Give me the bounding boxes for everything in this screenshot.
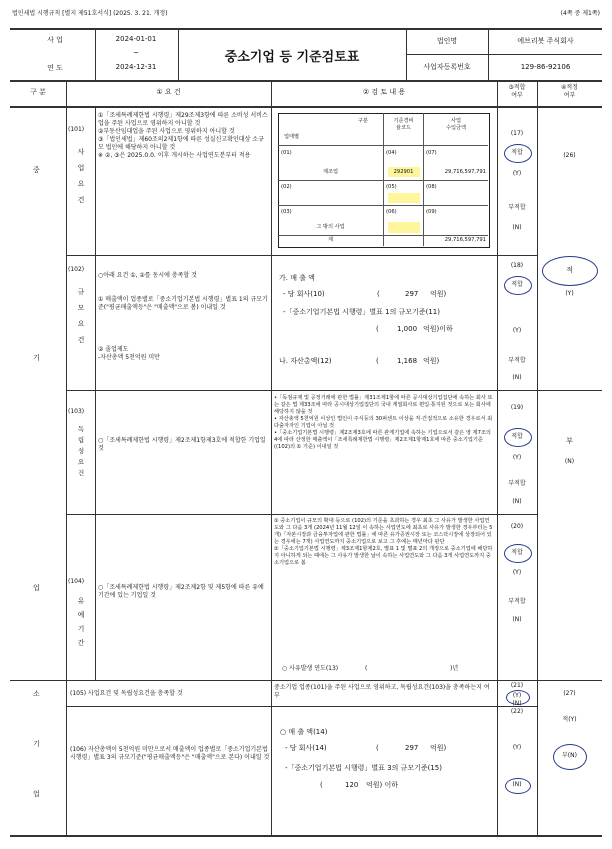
r106-std-amount: 120 — [345, 781, 359, 789]
r104-unfit-n: (N) — [512, 616, 522, 623]
r106-y[interactable]: (Y) — [512, 744, 522, 751]
r102-code: (102) — [68, 266, 85, 273]
r103-code: (103) — [68, 408, 85, 415]
tbl-n07: (07) — [426, 150, 437, 156]
tbl-n01: (01) — [281, 150, 292, 156]
r104-code: (104) — [68, 578, 85, 585]
r102-unfit[interactable]: 부적합 — [508, 357, 526, 364]
year-label: 연 도 — [47, 64, 63, 72]
group-small-2: 기 — [33, 740, 40, 748]
r106-sales-label: ○ 매 출 액(14) — [280, 728, 328, 736]
r101-code: (101) — [68, 126, 85, 133]
col-fit4: ④적정 여부 — [561, 84, 578, 99]
r103-review: •「독점규제 및 공정거래에 관한 법률」제31조제1항에 따른 공시대상기업집단에 속하는 회사 또는 같은 법 제33조에 따라 공시대상기업집단의 국내 계열회사로 편입·통지된 것으로 보는 회사에 해당하지 않을 것 • 자산총액 5천억원 이상인 법인이 주식등의 30퍼센트 이상을 직·간접적으로 소유한 경우로서 최다출자자인 기업이 아닐 것 •「중소기업기본법 시행령」제2조제3호에 따른 관계기업에 속하는 기업으로서 같은 영 제7조의4에 따라 산정한 매출액이「조세특례제한법 시행령」제2조제1항제1호에 따른 중소기업기준((102)의 ① 기준) 이내일 것 — [274, 395, 493, 450]
r106-fit4-b[interactable]: 부(N) — [562, 752, 577, 759]
r104-requirement: ○「조세특례제한법 시행령」제2조제2항 및 제5항에 따른 유예기간에 있는 기업일 것 — [98, 584, 264, 599]
r104-fit-y: (Y) — [512, 569, 522, 576]
biz-no: 129-86-92106 — [520, 63, 571, 71]
r103-requirement: ○「조세특례제한법 시행령」제2조제1항제3호에 적합한 기업일 것 — [98, 437, 266, 452]
r106-unit1: 억원) — [430, 744, 447, 752]
period-end: 2024-12-31 — [115, 63, 157, 71]
r102-name: 규 모 요 건 — [77, 288, 85, 344]
tbl-row1-name: 제조업 — [322, 169, 339, 175]
r101-fit4: (26) — [563, 152, 576, 159]
r103-unfit-n: (N) — [512, 498, 522, 505]
group-sme-3: 업 — [33, 584, 40, 592]
r104-occur-label: ○ 사유발생 연도(13) — [282, 665, 339, 672]
r106-requirement: (106) 자산총액이 5천억원 미만으로서 매출액이 업종별로「중소기업기본법 시행령」별표 3의 규모기준("평균매출액등"은 "매출액"으로 본다) 이내일 것 — [70, 746, 270, 761]
r102-paren-1: ( — [377, 290, 380, 298]
r105-fit4: (27) — [563, 690, 576, 697]
r104-unfit[interactable]: 부적합 — [508, 598, 526, 605]
tbl-col-amount: 사업 수입금액 — [445, 118, 467, 131]
regulation-reference: 법인세법 시행규칙 [별지 제51호서식] (2025. 3. 21. 개정) — [12, 10, 168, 17]
r102-unit2: 억원)이하 — [423, 325, 453, 333]
r104-occur-unit: )년 — [450, 665, 459, 672]
group-sme-1: 중 — [33, 166, 40, 174]
r102-fit4-y: (Y) — [565, 290, 574, 297]
page-count: (4쪽 중 제1쪽) — [560, 10, 600, 17]
tbl-row1-code: 292901 — [393, 169, 414, 175]
r103-fit4-n: (N) — [564, 458, 575, 465]
r101-unfit[interactable]: 부적합 — [508, 204, 526, 211]
col-requirement: ① 요 건 — [156, 88, 181, 96]
r103-unfit[interactable]: 부적합 — [508, 480, 526, 487]
r102-req1: ○아래 요건 ①, ②를 동시에 충족할 것 — [98, 272, 197, 279]
r106-unit2: 억원) 이하 — [366, 781, 399, 789]
r101-fit-y: (Y) — [512, 170, 522, 177]
r102-company-label: - 당 회사(10) — [283, 290, 325, 298]
r106-fit4-a[interactable]: 적(Y) — [562, 716, 577, 723]
r102-fit[interactable]: 적합 — [511, 281, 523, 288]
r106-fit-no: (22) — [510, 708, 524, 715]
r105-requirement: (105) 사업요건 및 독립성요건을 충족할 것 — [70, 690, 183, 697]
r103-fit-y: (Y) — [512, 454, 522, 461]
form-title: 중소기업 등 기준검토표 — [224, 50, 360, 65]
r103-fit4: 부 — [566, 437, 573, 445]
r104-fit-no: (20) — [510, 523, 524, 530]
r102-fit-y: (Y) — [512, 327, 522, 334]
col-category: 구 분 — [30, 88, 46, 96]
tbl-n08: (08) — [426, 184, 437, 190]
r105-n[interactable]: (N) — [512, 700, 522, 707]
r102-sales-label: 가. 매 출 액 — [279, 274, 315, 282]
r101-unfit-n: (N) — [512, 224, 522, 231]
r101-fit-no: (17) — [510, 130, 524, 137]
business-label: 사 업 — [47, 36, 63, 44]
r101-requirement: ①「조세특례제한법 시행령」제29조제3항에 따른 소비성 서비스업을 주된 사업으로 영위하지 아니할 것 ②부동산임대업을 주된 사업으로 영위하지 아니할 것 ③「법인세법」제60조의2제1항에 따른 성실신고확인대상 소규모 법인에 해당하지 아니할 것 ※ ②, ③은 2025.0.0. 이후 개시하는 사업연도분부터 적용 — [98, 112, 268, 159]
r102-fit-no: (18) — [510, 262, 524, 269]
tbl-n04: (04) — [386, 150, 397, 156]
r103-fit-no: (19) — [510, 404, 524, 411]
group-small-3: 업 — [33, 790, 40, 798]
r102-paren-2: ( — [376, 325, 379, 333]
r102-unit3: 억원) — [423, 357, 440, 365]
r104-review: ① 중소기업이 규모의 확대 등으로 (102)의 기준을 초과하는 경우 최초 그 사유가 발생한 사업연도와 그 다음 3개 (2024년 11월 12일 이 속하는 사업연도에 최초로 사유가 발생한 경우부터는 5개)「자본시장과 금융투자업에 관한 법률」에 따른 유가증권시장 또는 코스닥시장에 상장되어 있는 경우에는 7개) 사업연도까지 중소기업으로 보고 그 후에는 매년마다 판단 ②「중소기업기본법 시행령」제3조제1항제2호, 별표 1 및 별표 2의 개정으로 중소기업에 해당하지 아니하게 되는 때에는 그 사유가 발생한 날이 속하는 사업연도와 그 다음 3개 사업연도까지 중소기업으로 봄 — [274, 518, 493, 566]
r105-review: 중소기업 업종(101)을 주된 사업으로 영위하고, 독립성요건(103)을 충족하는지 여부 — [274, 684, 490, 699]
r102-std-amount: 1,000 — [397, 325, 418, 333]
corp-name-label: 법인명 — [436, 37, 458, 45]
r102-unfit-n: (N) — [512, 374, 522, 381]
tbl-col-code: 기준경비 율코드 — [393, 118, 414, 131]
r105-y[interactable]: (Y) — [512, 692, 522, 699]
r102-std-label: -「중소기업기본법 시행령」별표 1의 규모기준(11) — [283, 308, 440, 316]
tbl-row3-name: 그 밖의 사업 — [316, 224, 345, 230]
r102-paren-3: ( — [376, 357, 379, 365]
period-tilde: ~ — [133, 49, 139, 57]
tbl-n02: (02) — [281, 184, 292, 190]
tbl-corner-top: 구분 — [358, 118, 369, 124]
r101-name: 사 업 요 건 — [77, 148, 85, 204]
group-sme-2: 기 — [33, 354, 40, 362]
r106-n[interactable]: (N) — [512, 781, 522, 788]
r102-asset-amount: 1,168 — [397, 357, 418, 365]
tbl-n09: (09) — [426, 209, 437, 215]
r106-company-amount: 297 — [405, 744, 419, 752]
r104-fit[interactable]: 적합 — [511, 549, 523, 556]
r103-fit[interactable]: 적합 — [511, 433, 523, 440]
tbl-row1-amount: 29,716,597,791 — [444, 169, 486, 175]
tbl-row3-code-highlight — [388, 222, 420, 233]
r102-unit1: 억원) — [430, 290, 447, 298]
tbl-total-label: 계 — [327, 237, 333, 243]
col-review: ② 검 토 내 용 — [362, 88, 406, 96]
r104-name: 유 예 기 간 — [77, 597, 85, 647]
r104-paren: ( — [365, 665, 368, 672]
tbl-n05: (05) — [386, 184, 397, 190]
r103-name: 독 립 성 요 건 — [77, 425, 85, 477]
r101-fit[interactable]: 적합 — [511, 149, 523, 156]
r102-company-amount: 297 — [405, 290, 419, 298]
group-small-1: 소 — [33, 690, 40, 698]
tbl-corner-bottom: 업태별 — [284, 134, 300, 140]
r106-company-label: - 당 회사(14) — [285, 744, 327, 752]
corp-name: 에브리봇 주식회사 — [517, 37, 574, 45]
r102-req2: ① 매출액이 업종별로「중소기업기본법 시행령」별표 1의 규모기준("평균매출액등"은 "매출액"으로 봄) 이내일 것 — [98, 296, 268, 311]
period-start: 2024-01-01 — [115, 35, 157, 43]
tbl-n03: (03) — [281, 209, 292, 215]
tbl-row2-code-highlight — [388, 193, 420, 203]
r105-fit-no: (21) — [510, 682, 524, 689]
r102-fit4[interactable]: 적 — [566, 266, 573, 274]
r102-asset-label: 나. 자산총액(12) — [279, 357, 332, 365]
r106-paren-2: ( — [320, 781, 323, 789]
tbl-n06: (06) — [386, 209, 397, 215]
col-fit3: ③적합 여부 — [508, 84, 526, 99]
r106-std-label: -「중소기업기본법 시행령」별표 3의 규모기준(15) — [285, 764, 442, 772]
r102-req3: ② 졸업제도 -자산총액 5천억원 미만 — [98, 346, 160, 361]
tbl-total-amount: 29,716,597,791 — [444, 237, 486, 243]
biz-no-label: 사업자등록번호 — [423, 63, 471, 71]
r106-paren-1: ( — [376, 744, 379, 752]
